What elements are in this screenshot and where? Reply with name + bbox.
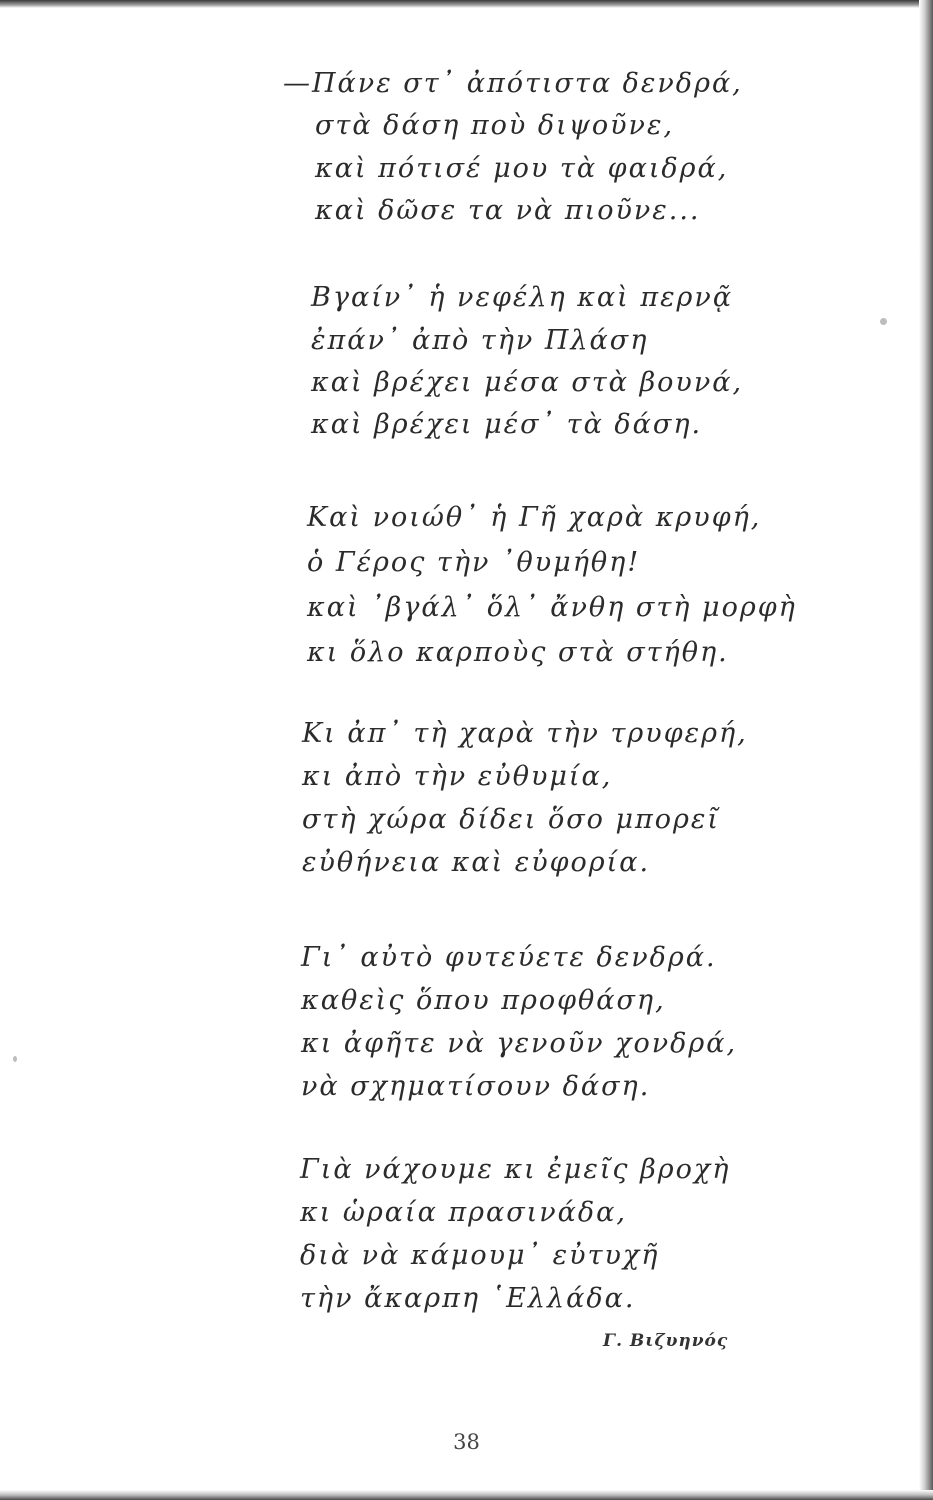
- poem-line: τὴν ἄκαρπη ῾Ελλάδα.: [300, 1283, 636, 1314]
- poem-line: στὰ δάση ποὺ διψοῦνε,: [315, 110, 675, 141]
- poem-line: καθεὶς ὅπου προφθάση,: [301, 985, 666, 1016]
- poem-line: κι ὅλο καρποὺς στὰ στήθη.: [307, 637, 729, 668]
- poem-line: Γιὰ νάχουμε κι ἐμεῖς βροχὴ: [300, 1154, 731, 1185]
- poem-line: Γι᾽ αὐτὸ φυτεύετε δενδρά.: [301, 942, 717, 973]
- poem-line: καὶ δῶσε τα νὰ πιοῦνε...: [315, 195, 701, 226]
- poem-line: εὐθήνεια καὶ εὐφορία.: [302, 847, 651, 878]
- poem-line: ἐπάν᾽ ἀπὸ τὴν Πλάση: [311, 325, 649, 356]
- poem-line: ὁ Γέρος τὴν ᾽θυμήθη!: [307, 547, 641, 578]
- author-signature: Γ. Βιζυηνός: [603, 1331, 729, 1351]
- poem-line: καὶ ᾽βγάλ᾽ ὅλ᾽ ἄνθη στὴ μορφὴ: [307, 592, 797, 623]
- poem-line: νὰ σχηματίσουν δάση.: [301, 1071, 651, 1102]
- poem-line: —Πάνε στ᾽ ἀπότιστα δενδρά,: [283, 68, 743, 99]
- poem-line: καὶ βρέχει μέσα στὰ βουνά,: [311, 367, 744, 398]
- poem-line: κι ἀφῆτε νὰ γενοῦν χονδρά,: [301, 1028, 738, 1059]
- poem-line: καὶ πότισέ μου τὰ φαιδρά,: [315, 153, 729, 184]
- page-number: 38: [453, 1430, 480, 1454]
- poem-line: καὶ βρέχει μέσ᾽ τὰ δάση.: [311, 409, 703, 440]
- poem-line: κι ἀπὸ τὴν εὐθυμία,: [302, 761, 613, 792]
- poem-line: Κι ἀπ᾽ τὴ χαρὰ τὴν τρυφερή,: [302, 718, 748, 749]
- poem-line: κι ὡραία πρασινάδα,: [300, 1197, 627, 1228]
- poem-line: Βγαίν᾽ ἡ νεφέλη καὶ περνᾷ: [311, 282, 734, 313]
- poem-line: διὰ νὰ κάμουμ᾽ εὐτυχῆ: [300, 1240, 660, 1271]
- poem-line: Καὶ νοιώθ᾽ ἡ Γῆ χαρὰ κρυφή,: [307, 502, 762, 533]
- poem-line: στὴ χώρα δίδει ὅσο μπορεῖ: [302, 804, 720, 835]
